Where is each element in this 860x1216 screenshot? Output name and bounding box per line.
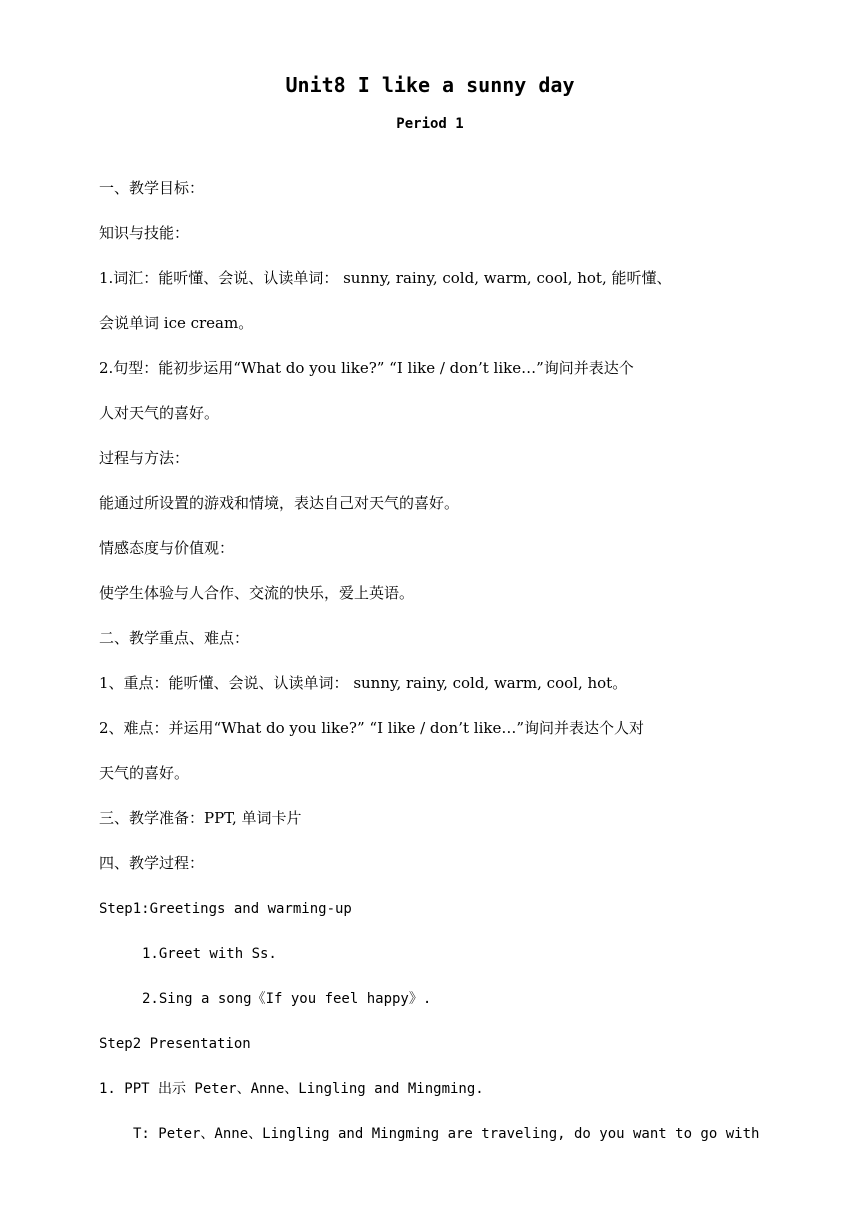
document-subtitle: Period 1 bbox=[396, 116, 464, 132]
step2-item-1: 1. PPT 出示 Peter、Anne、Lingling and Mingming. bbox=[99, 1081, 484, 1097]
step2-teacher-line: T: Peter、Anne、Lingling and Mingming are traveling, do you want to go with bbox=[133, 1126, 760, 1142]
step1-heading: Step1:Greetings and warming-up bbox=[99, 901, 352, 917]
section-heading-objectives: 一、教学目标： bbox=[99, 179, 205, 197]
paragraph-difficult-point: 2、难点：并运用“What do you like?” “I like / don’t like…”询问并表达个人对 bbox=[99, 719, 645, 737]
paragraph-key-point: 1、重点：能听懂、会说、认读单词： sunny, rainy, cold, warm, cool, hot。 bbox=[99, 674, 628, 692]
paragraph-vocabulary: 1.词汇：能听懂、会说、认读单词： sunny, rainy, cold, warm, cool, hot, 能听懂、 bbox=[99, 269, 672, 287]
subheading-attitude-values: 情感态度与价值观： bbox=[99, 539, 235, 557]
paragraph-sentence-pattern-cont: 人对天气的喜好。 bbox=[99, 404, 220, 422]
step1-item-2: 2.Sing a song《If you feel happy》. bbox=[142, 991, 432, 1007]
paragraph-vocabulary-cont: 会说单词 ice cream。 bbox=[99, 314, 254, 332]
paragraph-process-method: 能通过所设置的游戏和情境，表达自己对天气的喜好。 bbox=[99, 494, 460, 512]
paragraph-difficult-point-cont: 天气的喜好。 bbox=[99, 764, 190, 782]
document-title: Unit8 I like a sunny day bbox=[285, 73, 575, 97]
subheading-process-method: 过程与方法： bbox=[99, 449, 190, 467]
paragraph-sentence-pattern: 2.句型：能初步运用“What do you like?” “I like / don’t like…”询问并表达个 bbox=[99, 359, 634, 377]
step1-item-1: 1.Greet with Ss. bbox=[142, 946, 277, 962]
paragraph-attitude-values: 使学生体验与人合作、交流的快乐，爱上英语。 bbox=[99, 584, 415, 602]
step2-heading: Step2 Presentation bbox=[99, 1036, 251, 1052]
section-heading-procedure: 四、教学过程： bbox=[99, 854, 205, 872]
subheading-knowledge-skills: 知识与技能： bbox=[99, 224, 190, 242]
section-heading-key-points: 二、教学重点、难点： bbox=[99, 629, 250, 647]
section-heading-preparation: 三、教学准备：PPT, 单词卡片 bbox=[99, 809, 302, 827]
